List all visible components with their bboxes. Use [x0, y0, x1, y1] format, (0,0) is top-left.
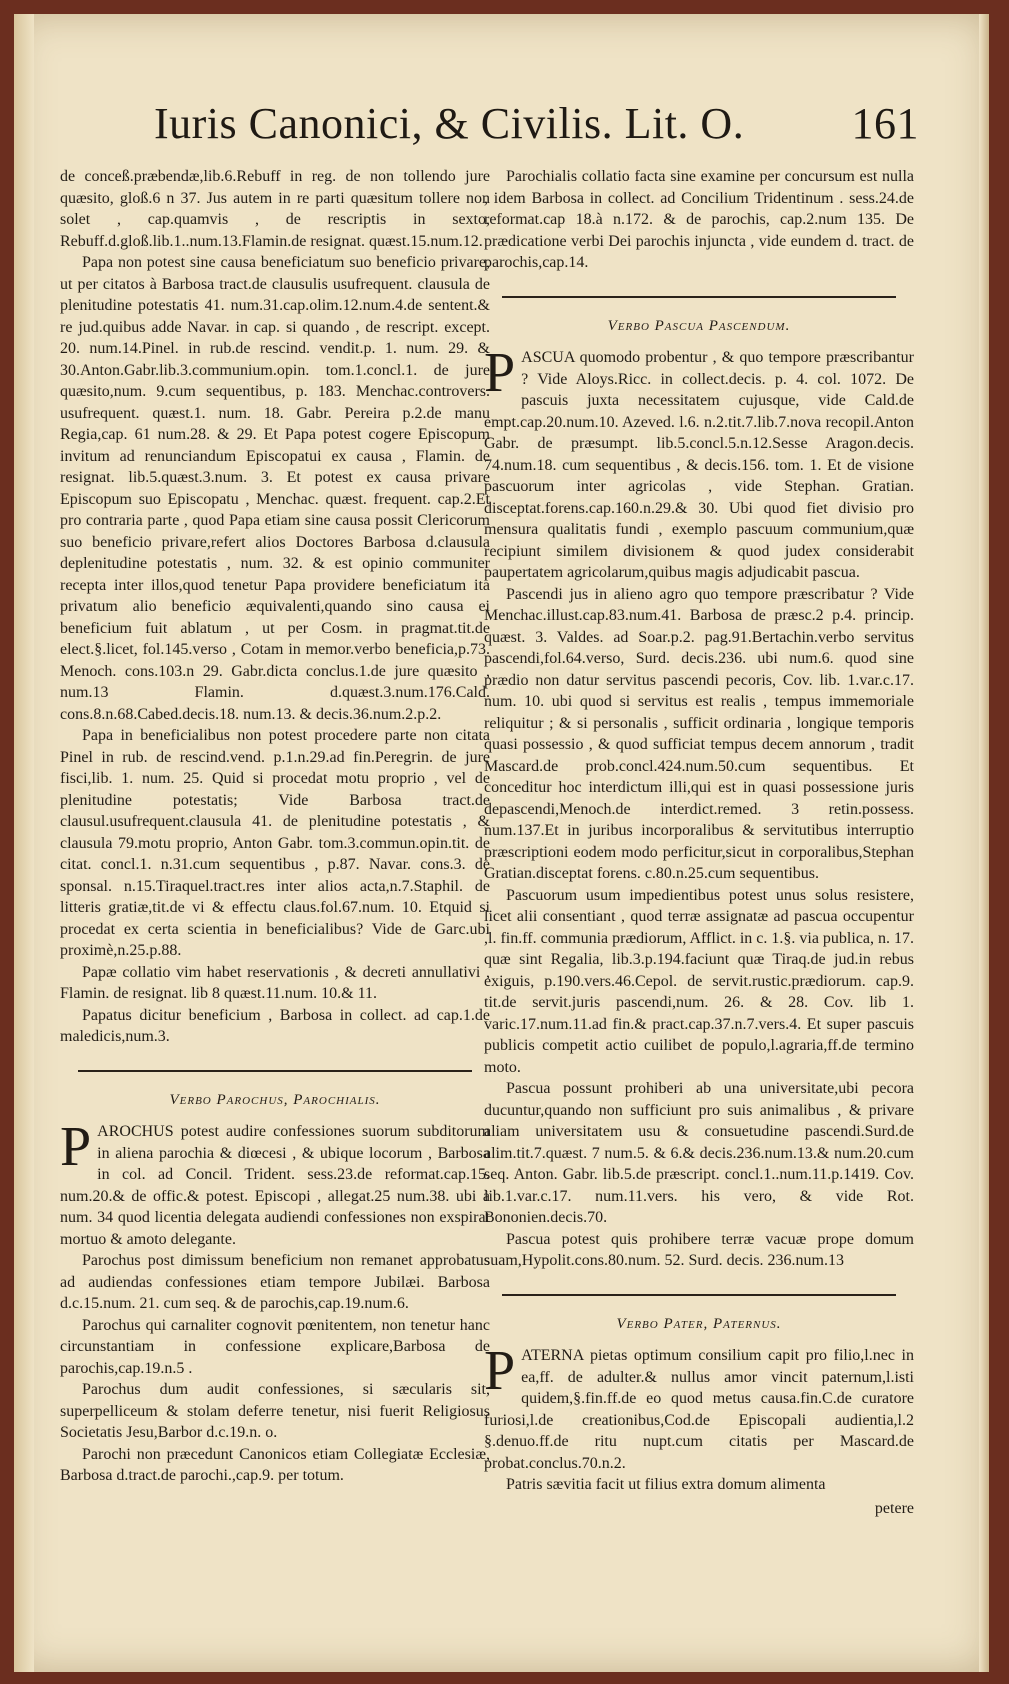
left-column — [60, 166, 490, 1487]
section-heading: Verbo Pascua Pascendum. — [607, 317, 791, 334]
paragraph-text: ATERNA pietas optimum consilium capit pro filio,l.nec in ea,ff. de adulter.& nullus amor vincit paternum,l.isti quidem,§.fin.ff.de eo quod metus causa.fin.C.de curatore furiosi,l.de creationibus,Cod.de Episcopali audientia,l.2 §.denuo.ff.de ritu nupt.cum citatis per Mascard.de probat.conclus.70.n.2. — [484, 1347, 914, 1472]
paragraph-with-dropcap — [484, 342, 914, 584]
paragraph-with-dropcap — [60, 1116, 490, 1250]
paragraph: Patris sævitia facit ut filius extra domum alimenta — [506, 1476, 826, 1493]
section-divider — [502, 1294, 896, 1296]
section-divider — [502, 296, 896, 298]
paragraph: Pascua potest quis prohibere terræ vacuæ prope domum suam,Hypolit.cons.80.num. 52. Surd. decis. 236.num.13 — [484, 1230, 914, 1269]
paragraph: Parochus post dimissum beneficium non remanet approbatus ad audiendas confessiones etiam tempore Jubilæi. Barbosa d.c.15.num. 21. cum seq. & de parochis,cap.19.num.6. — [60, 1252, 490, 1312]
paragraph: Parochialis collatio facta sine examine per concursum est nulla , idem Barbosa in collect. ad Concilium Tridentinum . sess.24.de reformat.cap 18.à n.172. & de parochis, cap.2.num 135. De prædicatione verbi Dei parochis injuncta , vide eundem d. tract. de parochis,cap.14. — [484, 168, 914, 271]
paragraph-text: AROCHUS potest audire confessiones suorum subditorum in aliena parochia & diœcesi , & ubique locorum , Barbosa in col. ad Concil. Trident. sess.23.de reformat.cap.15. num.20.& de offic.& potest. Episcopi , allegat.25 num.38. ubi à num. 34 quod licentia delegata audiendi confessiones non exspirat mortuo & amoto delegante. — [60, 1123, 490, 1248]
paragraph: Parochus dum audit confessiones, si sæcularis sit, superpelliceum & stolam deferre tenetur, nisi fuerit Religiosus Societatis Jesu,Barbor d.c.19.n. o. — [60, 1381, 490, 1441]
right-column — [484, 166, 914, 1519]
section-heading: Verbo Parochus, Parochialis. — [169, 1091, 381, 1108]
paragraph: Papatus dicitur beneficium , Barbosa in collect. ad cap.1.de maledicis,num.3. — [60, 1006, 490, 1045]
paragraph: Papa in beneficialibus non potest procedere parte non citata Pinel in rub. de rescind.vend. p.1.n.29.ad fin.Peregrin. de jure fisci,lib. 1. num. 25. Quid si procedat motu proprio , vel de plenitudine potestatis; Vide Barbosa tract.de clausul.usufrequent.clausula 41. de plenitudine potestatis , & clausula 79.motu proprio, Anton Gabr. tom.3.commun.opin.tit. de citat. concl.1. n.31.cum sequentibus , p.87. Navar. cons.3. de sponsal. n.15.Tiraquel.tract.res inter alios acta,n.7.Staphil. de litteris gratiæ,tit.de vi & effectu claus.fol.67.num. 10. Etquid si procedat ex certa scientia in beneficialibus? Vide de Garc.ubi proximè,n.25.p.88. — [60, 727, 490, 959]
book-page — [14, 14, 989, 1672]
running-header — [154, 98, 949, 158]
page-edge-shadow — [979, 14, 989, 1672]
paragraph: Papa non potest sine causa beneficiatum suo beneficio privare, ut per citatos à Barbosa tract.de clausulis usufrequent. clausula de plenitudine potestatis 41. num.31.cap.olim.12.num.4.de sentent.& re jud.quibus adde Navar. in cap. si quando , de rescript. except. 20. num.14.Pinel. in rub.de rescind. vendit.p. 1. num. 29. & 30.Anton.Gabr.lib.3.communium.opin. tom.1.concl.1. de jure quæsito,num. 9.cum sequentibus, p. 183. Menchac.controvers. usufrequent. quæst.1. num. 18. Gabr. Pereira p.2.de manu Regia,cap. 61 num.28. & 29. Et Papa potest cogere Episcopum invitum ad renunciandum Episcopatui ex causa , Flamin. de resignat. lib.5.quæst.3.num. 3. Et potest ex causa privare Episcopum suo Episcopatu , Menchac. quæst. frequent. cap.2.Et pro contraria parte , quod Papa etiam sine causa possit Clericorum suo beneficio privare,refert alios Doctores Barbosa d.clausula deplenitudine potestatis , num. 32. & est opinio communiter recepta inter illos,quod tenetur Papa providere beneficiatum ita privatum alio beneficio æquivalenti,quando sino causa ei beneficium fuit ablatum , ut per Cosm. in pragmat.tit.de elect.§.licet, fol.145.verso , Cotam in memor.verbo beneficia,p.73. Menoch. cons.103.n 29. Gabr.dicta conclus.1.de jure quæsito , num.13 Flamin. d.quæst.3.num.176.Cald. cons.8.n.68.Cabed.decis.18. num.13. & decis.36.num.2.p.2. — [60, 254, 490, 723]
page-number: 161 — [851, 99, 919, 148]
paragraph: Papæ collatio vim habet reservationis , & decreti annullativi , Flamin. de resignat. lib 8 quæst.11.num. 10.& 11. — [60, 963, 490, 1002]
paragraph: de conceß.præbendæ,lib.6.Rebuff in reg. de non tollendo jure quæsito, gloß.6 n 37. Jus autem in re parti quæsitum tollere non solet , cap.quamvis , de rescriptis in sexto, Rebuff.d.gloß.lib.1..num.13.Flamin.de resignat. quæst.15.num.12. — [60, 168, 490, 250]
page-spine-shadow — [14, 14, 34, 1672]
paragraph-text: ASCUA quomodo probentur , & quo tempore præscribantur ? Vide Aloys.Ricc. in collect.decis. p. 4. col. 1072. De pascuis juxta necessitatem cujusque, vide Cald.de empt.cap.20.num.10. Azeved. l.6. n.2.tit.7.lib.7.nova recopil.Anton Gabr. de præsumpt. lib.5.concl.5.n.12.Sesse Aragon.decis. 74.num.18. cum sequentibus , & decis.156. tom. 1. Et de visione pascuorum inter agricolas , vide Stephan. Gratian. disceptat.forens.cap.160.n.29.& 30. Ubi quod fiet divisio pro mensura qualitatis fundi , exemplo pascuum communium,quæ recipiunt similem divisionem & quod judex considerabit paupertatem agricolarum,quibus magis adjudicabit pascua. — [484, 349, 914, 581]
paragraph: Pascuorum usum impedientibus potest unus solus resistere, licet alii consentiant , quod terræ assignatæ ad pascua occupentur ,l. fin.ff. communia prædiorum, Afflict. in c. 1.§. via publica, n. 17. quæ sint Regalia, lib.3.p.194.faciunt quæ Tiraq.de jud.in rebus exiguis, p.190.vers.46.Cepol. de servit.rustic.prædiorum. cap.9. tit.de servit.juris pascendi,num. 26. & 28. Cov. lib 1. varic.17.num.11.ad fin.& pract.cap.37.n.7.vers.4. Et super pascuis publicis competit actio cuilibet de populo,l.agraria,ff.de termino moto. — [484, 886, 915, 1076]
drop-cap: P — [60, 1116, 92, 1178]
running-title: Iuris Canonici, & Civilis. Lit. O. — [154, 99, 745, 148]
drop-cap: P — [484, 1340, 516, 1402]
paragraph-with-dropcap — [484, 1340, 914, 1474]
paragraph: Pascua possunt prohiberi ab una universitate,ubi pecora ducuntur,quando non sufficiunt pro suis animalibus , & privare aliam universitatem usu & consuetudine pascendi.Surd.de alim.tit.7.quæst. 7 num.5. & 6.& decis.236.num.13.& num.20.cum seq. Anton. Gabr. lib.5.de præscript. concl.1..num.11.p.1419. Cov. lib.1.var.c.17. num.11.vers. his vero, & vide Rot. Bononien.decis.70. — [484, 1080, 914, 1226]
catchword: petere — [874, 1499, 914, 1517]
section-heading: Verbo Pater, Paternus. — [616, 1315, 782, 1332]
paragraph: Parochi non præcedunt Canonicos etiam Collegiatæ Ecclesiæ, Barbosa d.tract.de parochi.,cap.9. per totum. — [60, 1445, 490, 1484]
paragraph: Parochus qui carnaliter cognovit pœnitentem, non tenetur hanc circunstantiam in confessione explicare,Barbosa de parochis,cap.19.n.5 . — [60, 1316, 490, 1377]
paragraph: Pascendi jus in alieno agro quo tempore præscribatur ? Vide Menchac.illust.cap.83.num.41. Barbosa de præsc.2 p.4. princip. quæst. 3. Valdes. ad Soar.p.2. pag.91.Bertachin.verbo servitus pascendi,fol.64.verso, Surd. decis.236. ubi num.6. quod sine prædio non datur servitus pascendi pecoris, Cov. lib. 1.var.c.17. num. 10. ubi quod si servitus est realis , tempus immemoriale reliquitur ; & si personalis , sufficit ordinaria , longique temporis quasi possessio , & quod sufficiat tempus decem annorum , tradit Mascard.de prob.concl.424.num.50.cum sequentibus. Et conceditur hoc interdictum illi,qui est in quasi possessione juris depascendi,Menoch.de interdict.remed. 3 retin.possess. num.137.Et in juribus incorporalibus & servitutibus interruptio præscriptioni eodem modo perficitur,sicut in corporalibus,Stephan Gratian.disceptat forens. c.80.n.25.cum sequentibus. — [484, 585, 914, 882]
section-divider — [78, 1070, 472, 1072]
drop-cap: P — [484, 342, 516, 404]
